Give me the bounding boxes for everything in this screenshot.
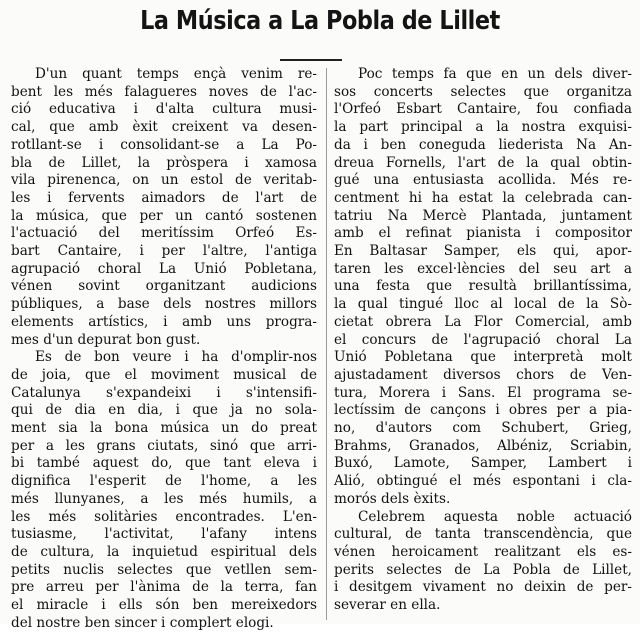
text-line xyxy=(11,190,317,208)
text-line-content: l'Orfeó Esbart Cantaire, fou confiada xyxy=(334,101,632,118)
text-line-content: Poc temps fa que en un dels diver- xyxy=(358,66,632,82)
text-line xyxy=(334,367,632,385)
text-line xyxy=(11,438,317,456)
article-headline: La Música a La Pobla de Lillet xyxy=(140,6,500,36)
text-line-content: ció educativa i d'alta cultura musi- xyxy=(11,101,317,118)
text-line xyxy=(11,562,317,580)
text-line-content: taren les excel·lències del seu art a xyxy=(334,260,632,277)
text-line xyxy=(11,243,317,261)
text-line-content: Es de bon veure i ha d'omplir-nos xyxy=(35,349,317,366)
text-line-content: amb el refinat pianista i compositor xyxy=(334,225,632,242)
text-line-content: la part principal a la nostra exquisi- xyxy=(334,119,632,136)
text-line xyxy=(11,420,317,438)
text-line-content: vénen sovint organitzant audicions xyxy=(11,278,317,295)
text-line-content: Celebrem aquesta noble actuació xyxy=(358,508,632,525)
text-line-content: da i ben coneguda liederista Na An- xyxy=(334,136,632,153)
text-line xyxy=(11,597,317,615)
text-line xyxy=(334,172,632,190)
text-line-content: l'actuació del meritíssim Orfeó Es- xyxy=(11,225,317,242)
text-line-content: mes d'un depurat bon gust. xyxy=(11,331,201,348)
text-line-content: la qual tingué lloc al local de la Sò- xyxy=(334,296,632,313)
text-line xyxy=(11,172,317,190)
text-line xyxy=(334,473,632,491)
text-line xyxy=(334,455,632,473)
text-line xyxy=(334,562,632,580)
text-line xyxy=(334,296,632,314)
text-line-content: ment sia la bona música un do preat xyxy=(11,420,317,437)
text-line-content: Unió Pobletana que interpretà molt xyxy=(334,349,632,366)
text-line xyxy=(334,509,632,527)
text-line-content: qui de dia en dia, i que ja no sola- xyxy=(11,402,317,419)
text-line-content: del nostre ben sincer i complert elogi. xyxy=(11,614,274,631)
text-line xyxy=(334,491,632,509)
text-line xyxy=(334,526,632,544)
text-line-content: tusiasme, l'activitat, l'afany intens xyxy=(11,526,317,543)
text-line-content: Catalunya s'expandeixi i s'intensifi- xyxy=(11,384,317,401)
text-line xyxy=(11,579,317,597)
text-line xyxy=(11,491,317,509)
text-line xyxy=(11,332,317,350)
text-line xyxy=(11,367,317,385)
text-line-content: dreua Fornells, l'art de la qual obtin- xyxy=(334,154,632,171)
text-line xyxy=(334,84,632,102)
text-line xyxy=(334,243,632,261)
text-line xyxy=(334,402,632,420)
text-line-content: gué una entusiasta acollida. Més re- xyxy=(334,172,632,189)
text-line xyxy=(11,119,317,137)
text-line-content: les i fervents aimadors de l'art de xyxy=(11,189,317,206)
text-line-content: més llunyanes, a les més humils, a xyxy=(11,490,317,507)
text-line-content: pre arreu per l'ànima de la terra, fan xyxy=(11,579,317,596)
text-line xyxy=(334,225,632,243)
text-line-content: severar en ella. xyxy=(334,597,441,614)
text-line-content: Alió, obtingué el més espontani i cla- xyxy=(334,473,632,490)
text-line-content: petits nuclis selectes que vetllen sem- xyxy=(11,561,317,578)
text-line xyxy=(334,544,632,562)
text-line-content: elements artístics, i amb uns progra- xyxy=(11,313,317,330)
text-line-content: agrupació choral La Unió Pobletana, xyxy=(11,260,317,277)
text-line xyxy=(11,137,317,155)
text-line-content: les més solitàries encontrades. L'en- xyxy=(11,508,317,525)
text-line-content: cietat obrera La Flor Comercial, amb xyxy=(334,313,632,330)
text-line xyxy=(334,597,632,615)
text-line-content: no, d'autors com Schubert, Grieg, xyxy=(334,420,632,437)
text-line xyxy=(334,349,632,367)
text-line-content: el miracle i ells són ben mereixedors xyxy=(11,597,317,614)
text-line xyxy=(334,332,632,350)
text-line xyxy=(11,314,317,332)
text-line-content: bi també aquest do, que tant eleva i xyxy=(11,455,317,472)
text-line xyxy=(11,66,317,84)
text-line-content: vénen heroicament realitzant els es- xyxy=(334,543,632,560)
text-line xyxy=(11,473,317,491)
article-column-left xyxy=(11,66,317,633)
text-line xyxy=(334,579,632,597)
text-line xyxy=(11,261,317,279)
text-line-content: tura, Morera i Sans. El programa se- xyxy=(334,384,632,401)
text-line xyxy=(11,84,317,102)
text-line xyxy=(11,526,317,544)
text-line-content: de cultura, la inquietud espiritual dels xyxy=(11,543,317,560)
text-line-content: lectíssim de cançons i obres per a pia- xyxy=(334,402,632,419)
text-line-content: bart Cantaire, i per l'altre, l'antiga xyxy=(11,243,317,260)
text-line xyxy=(334,119,632,137)
text-line xyxy=(334,208,632,226)
text-line-content: perits selectes de La Pobla de Lillet, xyxy=(334,561,632,578)
text-line-content: rotllant-se i consolidant-se a La Po- xyxy=(11,136,317,153)
text-line-content: sos concerts selectes que organitza xyxy=(334,83,632,100)
headline-rule xyxy=(280,59,342,61)
text-line-content: tatriu Na Mercè Plantada, juntament xyxy=(334,207,632,224)
text-line xyxy=(334,385,632,403)
text-line xyxy=(334,261,632,279)
text-line xyxy=(11,278,317,296)
text-line xyxy=(334,137,632,155)
text-line-content: i desitgem vivament no deixin de per- xyxy=(334,579,632,596)
text-line-content: En Baltasar Samper, els qui, apor- xyxy=(334,243,632,260)
text-line xyxy=(11,385,317,403)
text-line-content: bla de Lillet, la pròspera i xamosa xyxy=(11,154,317,171)
text-line-content: una festa que resultà brillantíssima, xyxy=(334,278,632,295)
column-divider xyxy=(326,68,327,620)
text-line xyxy=(11,225,317,243)
text-line-content: públiques, a base dels nostres millors xyxy=(11,296,317,313)
text-line-content: el concurs de l'agrupació choral La xyxy=(334,331,632,348)
text-line xyxy=(334,438,632,456)
article-column-right xyxy=(334,66,632,615)
text-line-content: ajustadament diversos chors de Ven- xyxy=(334,366,632,383)
text-line xyxy=(11,509,317,527)
text-line xyxy=(334,190,632,208)
text-line xyxy=(334,278,632,296)
text-line-content: la música, que per un cantó sostenen xyxy=(11,207,317,224)
text-line-content: per a les grans ciutats, sinó que arri- xyxy=(11,437,317,454)
text-line xyxy=(11,155,317,173)
text-line-content: vila pirenenca, on un estol de veritab- xyxy=(11,172,317,189)
text-line xyxy=(11,296,317,314)
text-line xyxy=(334,101,632,119)
text-line xyxy=(11,544,317,562)
text-line-content: D'un quant temps ençà venim re- xyxy=(35,66,317,82)
text-line xyxy=(334,155,632,173)
text-line-content: dignifica l'esperit de l'home, a les xyxy=(11,473,317,490)
text-line xyxy=(11,455,317,473)
text-line-content: cultural, de tanta transcendència, que xyxy=(334,526,632,543)
text-line-content: Brahms, Granados, Albéniz, Scriabin, xyxy=(334,437,632,454)
text-line xyxy=(11,101,317,119)
text-line-content: centment hi ha estat la celebrada can- xyxy=(334,189,632,206)
text-line xyxy=(334,66,632,84)
text-line xyxy=(334,420,632,438)
text-line-content: de joia, que el moviment musical de xyxy=(11,366,317,383)
text-line-content: bent les més falagueres noves de l'ac- xyxy=(11,83,317,100)
text-line xyxy=(11,402,317,420)
text-line-content: cal, que amb èxit creixent va desen- xyxy=(11,119,317,136)
text-line xyxy=(11,208,317,226)
text-line-content: morós dels èxits. xyxy=(334,490,451,507)
text-line-content: Buxó, Lamote, Samper, Lambert i xyxy=(334,455,632,472)
text-line xyxy=(334,314,632,332)
text-line xyxy=(11,349,317,367)
